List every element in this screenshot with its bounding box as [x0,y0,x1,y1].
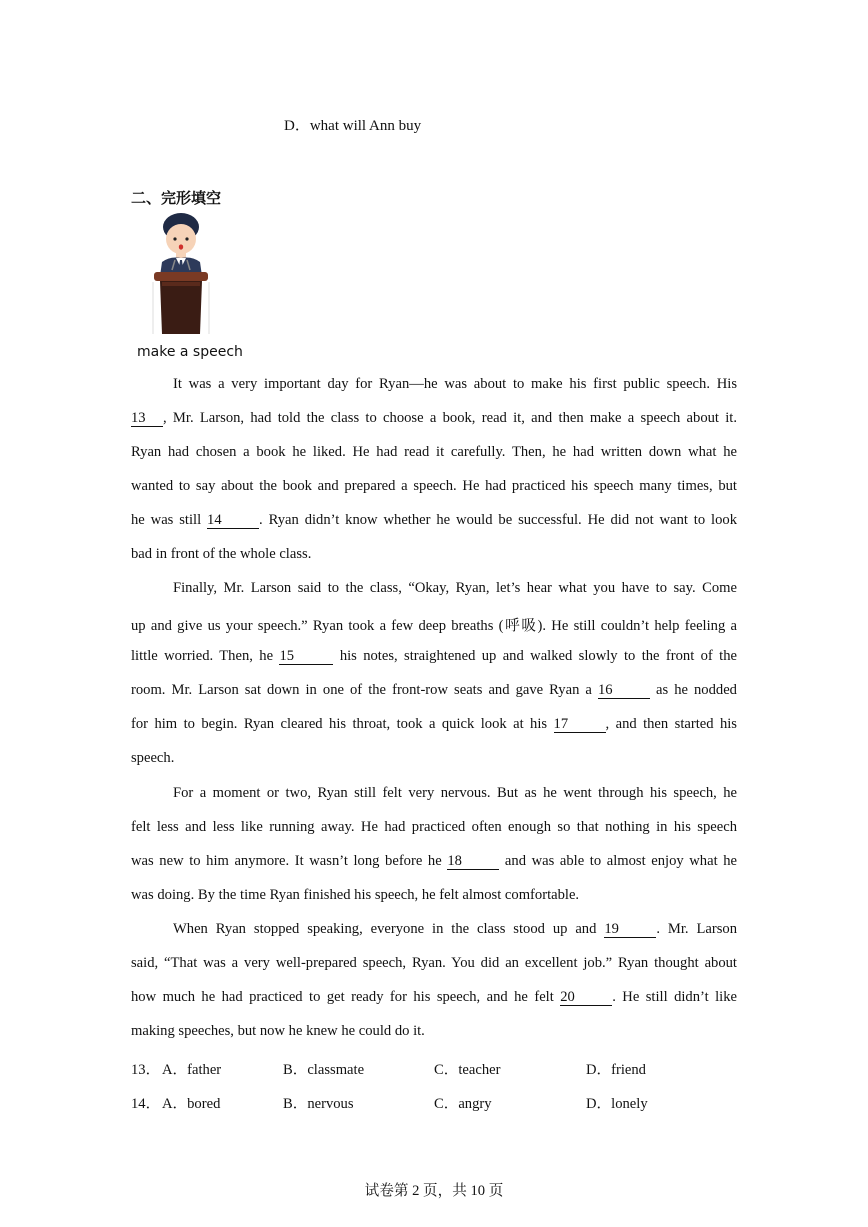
passage-line: room. Mr. Larson sat down in one of the front-row seats and gave Ryan a 16 as he nodded [131,682,737,698]
passage-line: how much he had practiced to get ready for his speech, and he felt 20 . He still didn’t like [131,989,737,1005]
passage-line: wanted to say about the book and prepared a speech. He had practiced his speech many times, but [131,478,737,494]
option-d[interactable]: D．friend [586,1062,646,1078]
passage-line: Finally, Mr. Larson said to the class, “Okay, Ryan, let’s hear what you have to say. Come [173,580,737,596]
page-footer: 试卷第 2 页，共 10 页 [364,1183,504,1199]
option-a[interactable]: A．bored [162,1096,221,1112]
blank-14: 14 [207,513,259,529]
option-a[interactable]: A．father [162,1062,222,1078]
option-c[interactable]: C．angry [434,1096,492,1112]
option-c[interactable]: C．teacher [434,1062,501,1078]
blank-18: 18 [447,854,499,870]
speaker-at-podium-illustration [150,210,212,336]
question-number: 14． [131,1096,161,1112]
option-b[interactable]: B．classmate [283,1062,365,1078]
passage-line: was doing. By the time Ryan finished his speech, he felt almost comfortable. [131,887,580,903]
option-b[interactable]: B．nervous [283,1096,354,1112]
blank-15: 15 [279,649,333,665]
passage-line: making speeches, but now he knew he could do it. [131,1023,425,1039]
blank-16: 16 [598,683,650,699]
passage-line: 13 , Mr. Larson, had told the class to choose a book, read it, and then make a speech about it. [131,410,737,426]
blank-17: 17 [554,717,606,733]
passage-line: was new to him anymore. It wasn’t long before he 18 and was able to almost enjoy what he [131,853,738,869]
blank-20: 20 [560,990,612,1006]
question-number: 13． [131,1062,161,1078]
passage-line: for him to begin. Ryan cleared his throat, took a quick look at his 17 , and then started his [131,716,737,732]
passage-line: little worried. Then, he 15 his notes, straightened up and walked slowly to the front of the [131,648,737,664]
section-title: 二、完形填空 [131,189,222,207]
passage-line: It was a very important day for Ryan—he was about to make his first public speech. His [173,376,737,392]
passage-line: said, “That was a very well-prepared speech, Ryan. You did an excellent job.” Ryan thought about [131,955,737,971]
passage-line: Ryan had chosen a book he liked. He had read it carefully. Then, he had written down what he [131,444,737,460]
passage-line: up and give us your speech.” Ryan took a few deep breaths (呼吸). He still couldn’t help feeling a [131,618,737,634]
blank-19: 19 [604,922,656,938]
previous-option-d: D．what will Ann buy [284,118,422,134]
passage-line: he was still 14 . Ryan didn’t know whether he would be successful. He did not want to look [131,512,737,528]
option-d[interactable]: D．lonely [586,1096,648,1112]
passage-line: When Ryan stopped speaking, everyone in the class stood up and 19 . Mr. Larson [173,921,737,937]
picture-caption: make a speech [137,344,243,360]
blank-13: 13 [131,411,163,427]
passage-line: For a moment or two, Ryan still felt very nervous. But as he went through his speech, he [173,785,737,801]
passage-line: bad in front of the whole class. [131,546,312,562]
passage-line: felt less and less like running away. He had practiced often enough so that nothing in his speech [131,819,737,835]
passage-line: speech. [131,750,175,766]
